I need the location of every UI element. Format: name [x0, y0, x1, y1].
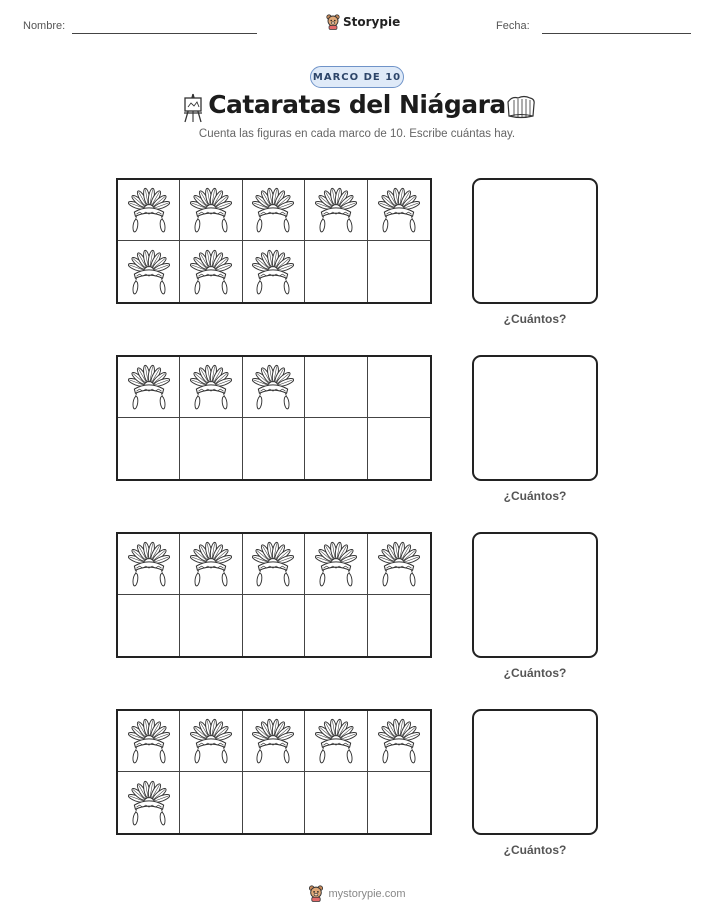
- ten-frame-cell: [305, 418, 367, 479]
- ten-frame-cell: [243, 241, 305, 302]
- ten-frame-cell: [243, 772, 305, 833]
- ten-frame-cell: [180, 595, 242, 656]
- feather-headdress-icon: [128, 780, 170, 826]
- ten-frame-cell: [305, 711, 367, 772]
- answer-box[interactable]: [472, 709, 598, 835]
- ten-frame-cell: [180, 711, 242, 772]
- ten-frame-cell: [118, 772, 180, 833]
- ten-frame-cell: [305, 772, 367, 833]
- ten-frame-row: [116, 532, 600, 684]
- date-label: Fecha:: [496, 20, 530, 32]
- instructions: Cuenta las figuras en cada marco de 10. Escribe cuántas hay.: [198, 128, 516, 140]
- ten-frame-cell: [305, 180, 367, 241]
- name-label: Nombre:: [23, 20, 66, 32]
- ten-frame-cell: [243, 180, 305, 241]
- feather-headdress-icon: [252, 541, 294, 587]
- feather-headdress-icon: [378, 541, 420, 587]
- feather-headdress-icon: [315, 718, 357, 764]
- ten-frame-cell: [243, 418, 305, 479]
- ten-frame-cell: [368, 772, 430, 833]
- ten-frame-cell: [243, 534, 305, 595]
- ten-frame-cell: [305, 534, 367, 595]
- ten-frame: [116, 532, 432, 658]
- feather-headdress-icon: [315, 541, 357, 587]
- answer-label: ¿Cuántos?: [503, 666, 567, 680]
- ten-frame: [116, 178, 432, 304]
- ten-frame-cell: [305, 595, 367, 656]
- answer-box[interactable]: [472, 355, 598, 481]
- ten-frame-cell: [243, 711, 305, 772]
- ten-frame-cell: [305, 241, 367, 302]
- date-field[interactable]: [542, 33, 691, 34]
- brand-name: Storypie: [343, 15, 401, 29]
- feather-headdress-icon: [128, 364, 170, 410]
- feather-headdress-icon: [190, 187, 232, 233]
- ten-frame-cell: [368, 357, 430, 418]
- ten-frame: [116, 709, 432, 835]
- answer-label: ¿Cuántos?: [503, 843, 567, 857]
- ten-frame-cell: [243, 595, 305, 656]
- feather-headdress-icon: [128, 249, 170, 295]
- feather-headdress-icon: [190, 718, 232, 764]
- feather-headdress-icon: [190, 541, 232, 587]
- ten-frame-cell: [118, 180, 180, 241]
- feather-headdress-icon: [128, 187, 170, 233]
- ten-frame-cell: [243, 357, 305, 418]
- feather-headdress-icon: [190, 364, 232, 410]
- feather-headdress-icon: [252, 187, 294, 233]
- ten-frame: [116, 355, 432, 481]
- feather-headdress-icon: [252, 718, 294, 764]
- ten-frame-cell: [368, 418, 430, 479]
- feather-headdress-icon: [190, 249, 232, 295]
- ten-frame-cell: [118, 418, 180, 479]
- ten-frame-cell: [368, 241, 430, 302]
- name-field[interactable]: [72, 33, 257, 34]
- ten-frame-row: [116, 709, 600, 861]
- ten-frame-cell: [118, 534, 180, 595]
- ten-frame-cell: [118, 357, 180, 418]
- footer-url: mystorypie.com: [328, 887, 406, 900]
- feather-headdress-icon: [378, 718, 420, 764]
- ten-frame-row: [116, 355, 600, 507]
- ten-frame-cell: [305, 357, 367, 418]
- waterfall-icon: [506, 94, 536, 120]
- answer-label: ¿Cuántos?: [503, 312, 567, 326]
- ten-frame-row: [116, 178, 600, 330]
- feather-headdress-icon: [128, 718, 170, 764]
- ten-frame-cell: [180, 772, 242, 833]
- ten-frame-cell: [118, 241, 180, 302]
- storypie-logo: [326, 14, 400, 30]
- answer-label: ¿Cuántos?: [503, 489, 567, 503]
- bear-mascot-icon: [308, 885, 324, 902]
- ten-frame-cell: [180, 534, 242, 595]
- ten-frame-cell: [180, 418, 242, 479]
- ten-frame-cell: [368, 711, 430, 772]
- feather-headdress-icon: [315, 187, 357, 233]
- ten-frame-cell: [368, 180, 430, 241]
- ten-frame-cell: [118, 711, 180, 772]
- feather-headdress-icon: [378, 187, 420, 233]
- ten-frame-cell: [118, 595, 180, 656]
- footer: [0, 885, 714, 902]
- worksheet-title: Cataratas del Niágara: [208, 90, 506, 119]
- answer-box[interactable]: [472, 532, 598, 658]
- ten-frame-cell: [180, 357, 242, 418]
- ten-frame-cell: [368, 534, 430, 595]
- worksheet-type-badge: MARCO DE 10: [310, 66, 404, 88]
- ten-frame-cell: [180, 180, 242, 241]
- answer-box[interactable]: [472, 178, 598, 304]
- ten-frame-cell: [180, 241, 242, 302]
- feather-headdress-icon: [252, 249, 294, 295]
- bear-mascot-icon: [326, 14, 340, 30]
- ten-frame-cell: [368, 595, 430, 656]
- feather-headdress-icon: [252, 364, 294, 410]
- feather-headdress-icon: [128, 541, 170, 587]
